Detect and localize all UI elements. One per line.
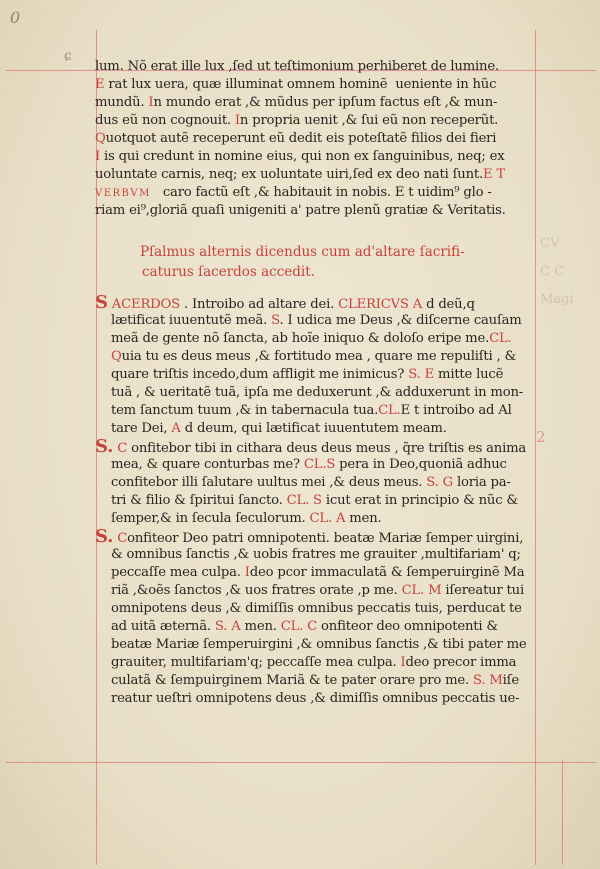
- rubricated-initial: I: [400, 655, 406, 670]
- text-run: iſereatur tui: [441, 583, 524, 598]
- text-run: deo pcor immaculatã & ſemperuirginẽ Ma: [249, 565, 525, 580]
- text-run: onfitebor tibi in cithara deus deus meus , q̃re triſtis es anima: [127, 441, 527, 456]
- rubricated-initial: A: [171, 421, 181, 436]
- rubricated-initial: S: [95, 292, 108, 313]
- text-run: uia tu es deus meus ,& fortitudo mea , quare me repuliſti , &: [121, 349, 517, 364]
- text-run: lum. Nõ erat ille lux ,ſed ut teſtimonium perhiberet de lumine.: [95, 59, 499, 74]
- text-line: [95, 492, 535, 510]
- text-run: tem ſanctum tuum ,& in tabernacula tua.: [95, 403, 379, 418]
- text-run: grauiter, multifariam'q; peccaſſe mea culpa.: [95, 655, 401, 670]
- rubricated-initial: E T: [483, 167, 506, 182]
- text-run: culatã & ſempuirginem Mariã & te pater orare pro me.: [95, 673, 473, 688]
- text-run: men.: [240, 619, 281, 634]
- text-run: tuã , & ueritatẽ tuã, ipſa me deduxerunt ,& adduxerunt in mon-: [95, 385, 524, 400]
- rubricated-initial: CLERICVS A: [338, 297, 423, 312]
- text-line: [95, 690, 535, 708]
- rubricated-initial: I: [95, 149, 101, 164]
- text-run: riã ,&oẽs ſanctos ,& uos fratres orate ,p me.: [95, 583, 402, 598]
- folio-number: 0: [10, 8, 21, 27]
- text-line: [95, 348, 535, 366]
- rubricated-initial: CL.S: [303, 457, 336, 472]
- rubricated-initial: S. M: [472, 673, 503, 688]
- text-line: [95, 582, 535, 600]
- edge-mark: ɕ: [64, 48, 72, 64]
- rubricated-initial: Q: [95, 131, 106, 146]
- psalm-text-block: [95, 294, 535, 708]
- rubricated-initial: S.: [95, 526, 114, 547]
- text-run: deo precor imma: [405, 655, 517, 670]
- text-line: [95, 76, 535, 94]
- text-run: peccaſſe mea culpa.: [95, 565, 245, 580]
- rubricated-initial: C: [113, 531, 128, 546]
- text-run: rat lux uera, quæ illuminat omnem hominẽ ueniente in hũc: [104, 77, 497, 92]
- text-run: d deũ,q: [422, 297, 475, 312]
- text-line: [95, 654, 535, 672]
- gospel-text-block: [95, 58, 535, 220]
- text-run: riam ei⁹,gloriã quaſi unigeniti a' patre plenũ gratiæ & Veritatis.: [95, 203, 506, 218]
- text-run: mitte lucẽ: [434, 367, 504, 382]
- rubricated-initial: S: [271, 313, 280, 328]
- text-run: . I udica me Deus ,& diſcerne cauſam: [279, 313, 522, 328]
- text-line: [95, 438, 535, 456]
- rubricated-initial: CL. M: [401, 583, 442, 598]
- lower-right-ruling-line: [562, 760, 563, 865]
- text-run: is qui credunt in nomine eius, qui non ex ſanguinibus, neq; ex: [100, 149, 505, 164]
- text-run: dus eũ non cognouit.: [95, 113, 235, 128]
- text-run: tare Dei,: [95, 421, 172, 436]
- text-line: [95, 672, 535, 690]
- text-line: [95, 130, 535, 148]
- rubric-heading: [140, 242, 530, 282]
- rubricated-initial: S. E: [408, 367, 435, 382]
- text-run: onfiteor Deo patri omnipotenti. beatæ Mariæ ſemper uirgini,: [127, 531, 524, 546]
- show-through-text: [540, 230, 574, 314]
- rubricated-initial: E: [95, 77, 105, 92]
- text-run: [95, 349, 111, 364]
- show-through-line: CV: [540, 236, 560, 251]
- text-line: [95, 330, 535, 348]
- text-run: tri & filio & ſpiritui ſancto.: [95, 493, 287, 508]
- text-run: caro factũ eſt ,& habitauit in nobis. E t uidim⁹ glo -: [150, 185, 492, 200]
- text-run: uotquot autẽ receperunt eũ dedit eis poteſtatẽ filios dei fieri: [105, 131, 497, 146]
- text-run: onfiteor deo omnipotenti &: [317, 619, 498, 634]
- text-run: mundũ.: [95, 95, 149, 110]
- rubricated-initial: CL. S: [286, 493, 322, 508]
- text-line: [95, 312, 535, 330]
- text-line: [95, 58, 535, 76]
- text-line: [95, 366, 535, 384]
- text-line: [95, 294, 535, 312]
- text-line: [95, 166, 535, 184]
- text-run: lætificat iuuentutẽ meã.: [95, 313, 272, 328]
- rubricated-initial: I: [148, 95, 154, 110]
- rubricated-initial: CL.: [489, 331, 512, 346]
- rubricated-initial: CL.: [378, 403, 401, 418]
- rubricated-initial: Q: [110, 349, 122, 364]
- text-line: [95, 528, 535, 546]
- show-through-line: Magi: [540, 292, 574, 307]
- text-run: icut erat in principio & nũc &: [321, 493, 518, 508]
- rubricated-initial: I: [244, 565, 250, 580]
- text-line: [95, 402, 535, 420]
- text-run: pera in Deo,quoniã adhuc: [335, 457, 507, 472]
- text-line: [95, 474, 535, 492]
- rubricated-initial: VERBVM: [95, 188, 151, 199]
- text-run: n propria uenit ,& ſui eũ non receperũt.: [239, 113, 499, 128]
- rubricated-initial: ACERDOS: [107, 297, 180, 312]
- rubricated-initial: S.: [95, 436, 114, 457]
- text-run: meã de gente nõ ſancta, ab hoĩe iniquo & doloſo eripe me.: [95, 331, 490, 346]
- text-line: [95, 636, 535, 654]
- text-line: [95, 148, 535, 166]
- text-line: [95, 202, 535, 220]
- rubricated-initial: I: [234, 113, 240, 128]
- rubric-line: Pſalmus alternis dicendus cum ad'altare ſacrifi-: [140, 244, 465, 260]
- text-run: ſemper,& in ſecula ſeculorum.: [95, 511, 310, 526]
- text-line: [95, 184, 535, 202]
- rubricated-initial: S. G: [426, 475, 453, 490]
- text-line: [95, 456, 535, 474]
- show-through-line: C C: [540, 264, 565, 279]
- rubricated-initial: S. A: [214, 619, 241, 634]
- text-line: [95, 510, 535, 528]
- rubric-line: caturus ſacerdos accedit.: [142, 264, 315, 280]
- text-run: loria pa-: [452, 475, 511, 490]
- rubricated-initial: C: [113, 441, 128, 456]
- text-line: [95, 564, 535, 582]
- text-run: confitebor illi ſalutare uultus mei ,& deus meus.: [95, 475, 427, 490]
- text-line: [95, 384, 535, 402]
- text-run: E t introibo ad Al: [400, 403, 512, 418]
- rubricated-initial: CL. C: [280, 619, 318, 634]
- text-run: reatur ueſtri omnipotens deus ,& dimiſſis omnibus peccatis ue-: [95, 691, 520, 706]
- text-line: [95, 600, 535, 618]
- margin-mark: 2: [536, 428, 546, 446]
- text-run: men.: [345, 511, 382, 526]
- text-run: n mundo erat ,& mũdus per ipſum factus eſt ,& mun-: [153, 95, 498, 110]
- right-ruling-line: [535, 30, 536, 865]
- bottom-ruling-line: [6, 762, 596, 763]
- text-run: mea, & quare conturbas me?: [95, 457, 304, 472]
- rubricated-initial: CL. A: [309, 511, 346, 526]
- text-line: [95, 420, 535, 438]
- text-run: & omnibus ſanctis ,& uobis fratres me grauiter ,multifariam' q;: [95, 547, 521, 562]
- text-line: [95, 618, 535, 636]
- text-run: d deum, qui lætificat iuuentutem meam.: [180, 421, 447, 436]
- text-line: [95, 112, 535, 130]
- text-line: [95, 94, 535, 112]
- text-run: iſe: [502, 673, 519, 688]
- text-run: omnipotens deus ,& dimiſſis omnibus peccatis tuis, perducat te: [95, 601, 522, 616]
- text-run: quare triſtis incedo,dum affligit me inimicus?: [95, 367, 409, 382]
- text-run: ad uitã æternã.: [95, 619, 215, 634]
- text-run: uoluntate carnis, neq; ex uoluntate uiri,ſed ex deo nati ſunt.: [95, 167, 483, 182]
- text-run: . Introibo ad altare dei.: [180, 297, 339, 312]
- text-line: [95, 546, 535, 564]
- text-run: beatæ Mariæ ſemperuirgini ,& omnibus ſanctis ,& tibi pater me: [95, 637, 527, 652]
